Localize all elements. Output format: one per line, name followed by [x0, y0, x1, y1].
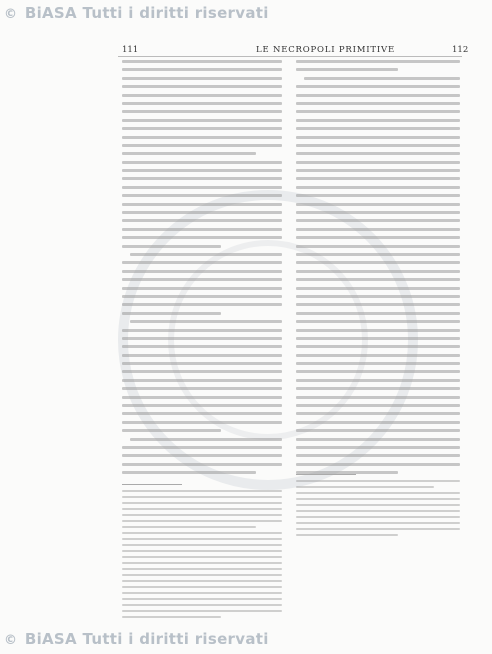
watermark-text: BiASA Tutti i diritti riservati: [24, 630, 269, 648]
header-rule: [118, 56, 462, 57]
copyright-icon: ©: [4, 633, 18, 648]
footnote-separator-left: [122, 484, 182, 485]
left-footnotes: [122, 490, 282, 622]
watermark-banner-top: [4, 4, 488, 26]
right-footnotes: [296, 480, 460, 540]
footnote-separator-right: [296, 474, 356, 475]
page-number-right: 112: [452, 45, 469, 55]
right-column-text: [296, 60, 460, 480]
copyright-icon: ©: [4, 7, 18, 22]
watermark-text: BiASA Tutti i diritti riservati: [24, 4, 269, 22]
watermark-banner-bottom: [4, 630, 488, 652]
page-number-left: 111: [122, 45, 139, 55]
left-column-text: [122, 60, 282, 480]
running-head: LE NECROPOLI PRIMITIVE: [256, 45, 395, 55]
